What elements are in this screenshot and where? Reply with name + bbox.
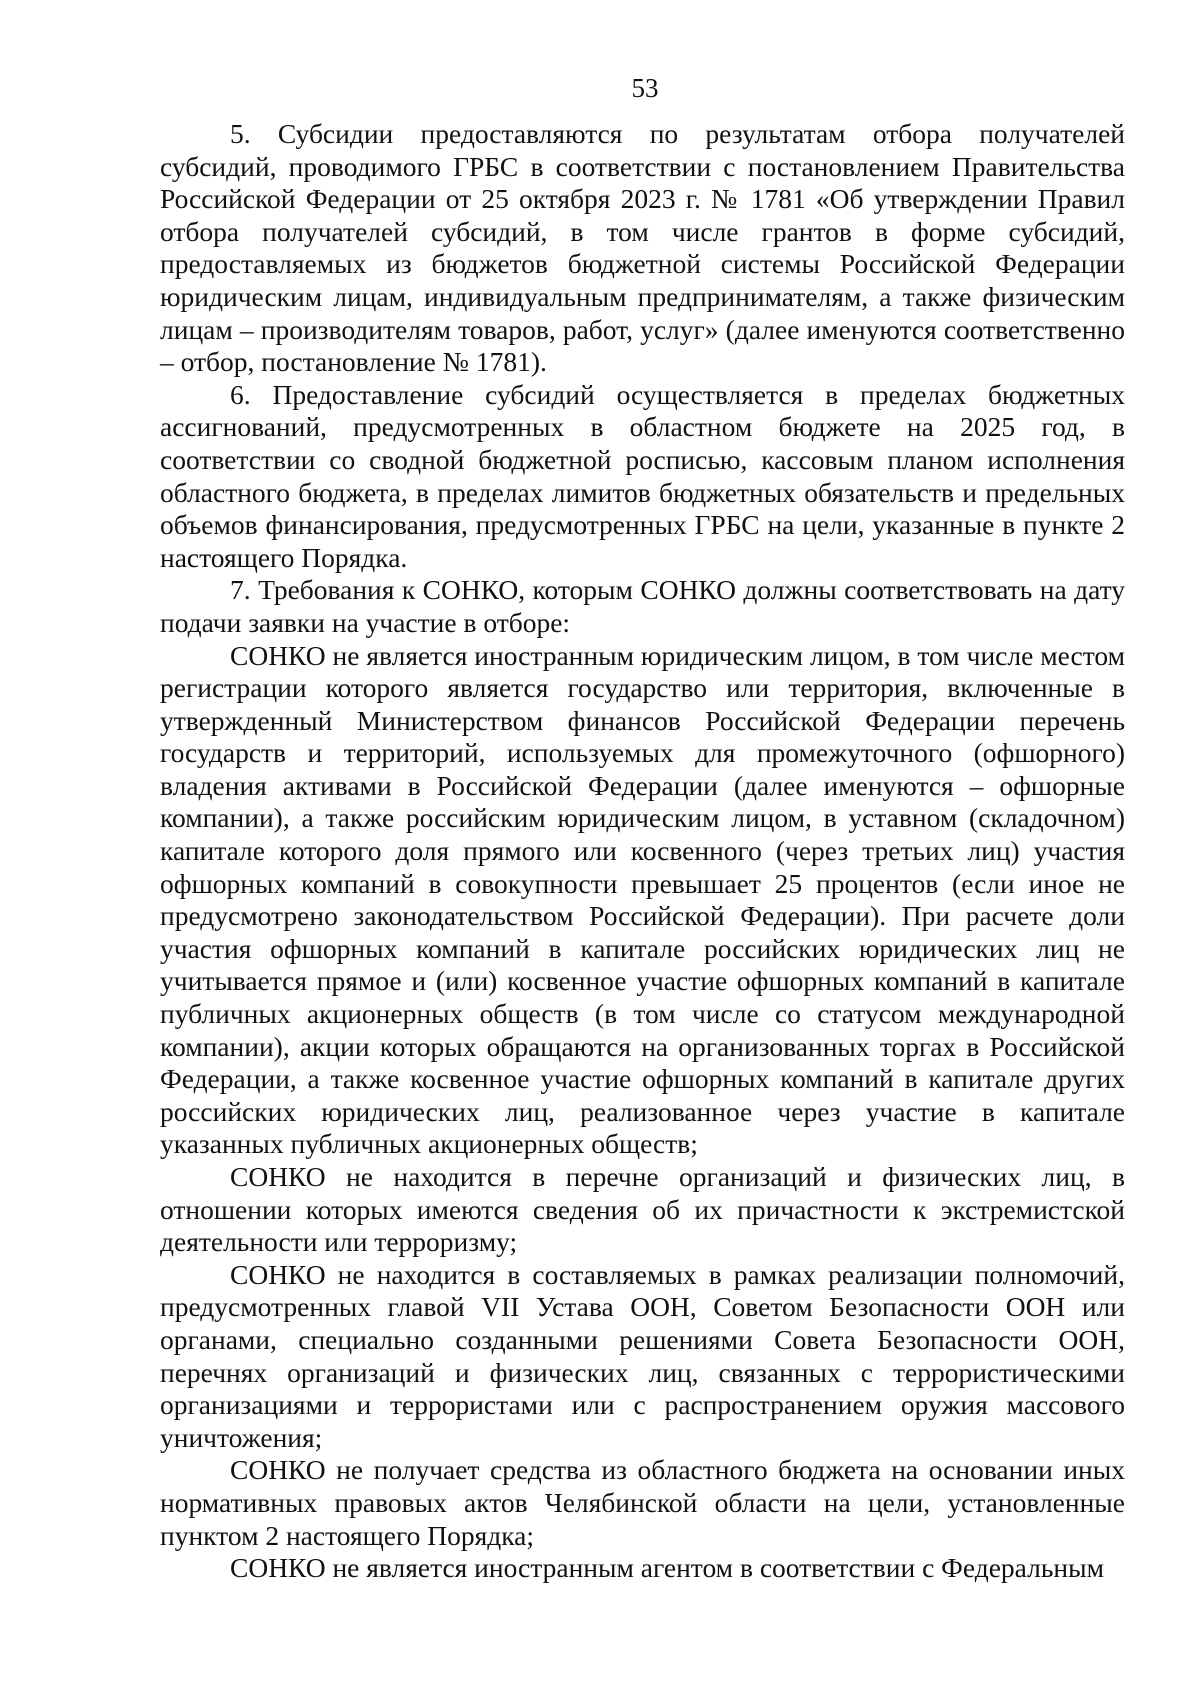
paragraph-6: 6. Предоставление субсидий осуществляется в пределах бюджетных ассигнований, предусмотренных в областном бюджете на 2025 год, в соответствии со сводной бюджетной росписью, кассовым планом исполнения областного бюджета, в пределах лимитов бюджетных обязательств и предельных объемов финансирования, предусмотренных ГРБС на цели, указанные в пункте 2 настоящего Порядка. [160, 378, 1125, 573]
paragraph-5: 5. Субсидии предоставляются по результатам отбора получателей субсидий, проводимого ГРБС в соответствии с постановлением Правительства Российской Федерации от 25 октября 2023 г. № 1781 «Об утверждении Правил отбора получателей субсидий, в том числе грантов в форме субсидий, предоставляемых из бюджетов бюджетной системы Российской Федерации юридическим лицам, индивидуальным предпринимателям, а также физическим лицам – производителям товаров, работ, услуг» (далее именуются соответственно – отбор, постановление № 1781). [160, 118, 1125, 378]
requirement-un-sanctions: СОНКО не находится в составляемых в рамках реализации полномочий, предусмотренных главой VII Устава ООН, Советом Безопасности ООН или органами, специально созданными решениями Совета Безопасности ООН, перечнях организаций и физических лиц, связанных с террористическими организациями и террористами или с распространением оружия массового уничтожения; [160, 1258, 1125, 1453]
requirement-offshore: СОНКО не является иностранным юридическим лицом, в том числе местом регистрации которого является государство или территория, включенные в утвержденный Министерством финансов Российской Федерации перечень государств и территорий, используемых для промежуточного (офшорного) владения активами в Российской Федерации (далее именуются – офшорные компании), а также российским юридическим лицом, в уставном (складочном) капитале которого доля прямого или косвенного (через третьих лиц) участия офшорных компаний в совокупности превышает 25 процентов (если иное не предусмотрено законодательством Российской Федерации). При расчете доли участия офшорных компаний в капитале российских юридических лиц не учитывается прямое и (или) косвенное участие офшорных компаний в капитале публичных акционерных обществ (в том числе со статусом международной компании), акции которых обращаются на организованных торгах в Российской Федерации, а также косвенное участие офшорных компаний в капитале других российских юридических лиц, реализованное через участие в капитале указанных публичных акционерных обществ; [160, 639, 1125, 1160]
requirement-no-other-funds: СОНКО не получает средства из областного бюджета на основании иных нормативных правовых актов Челябинской области на цели, установленные пунктом 2 настоящего Порядка; [160, 1454, 1125, 1551]
paragraph-7: 7. Требования к СОНКО, которым СОНКО должны соответствовать на дату подачи заявки на участие в отборе: [160, 574, 1125, 638]
requirement-extremism: СОНКО не находится в перечне организаций и физических лиц, в отношении которых имеются сведения об их причастности к экстремистской деятельности или терроризму; [160, 1161, 1125, 1258]
requirement-foreign-agent: СОНКО не является иностранным агентом в соответствии с Федеральным [230, 1552, 1104, 1584]
document-body [160, 118, 1125, 1585]
page-number: 53 [631, 73, 659, 103]
